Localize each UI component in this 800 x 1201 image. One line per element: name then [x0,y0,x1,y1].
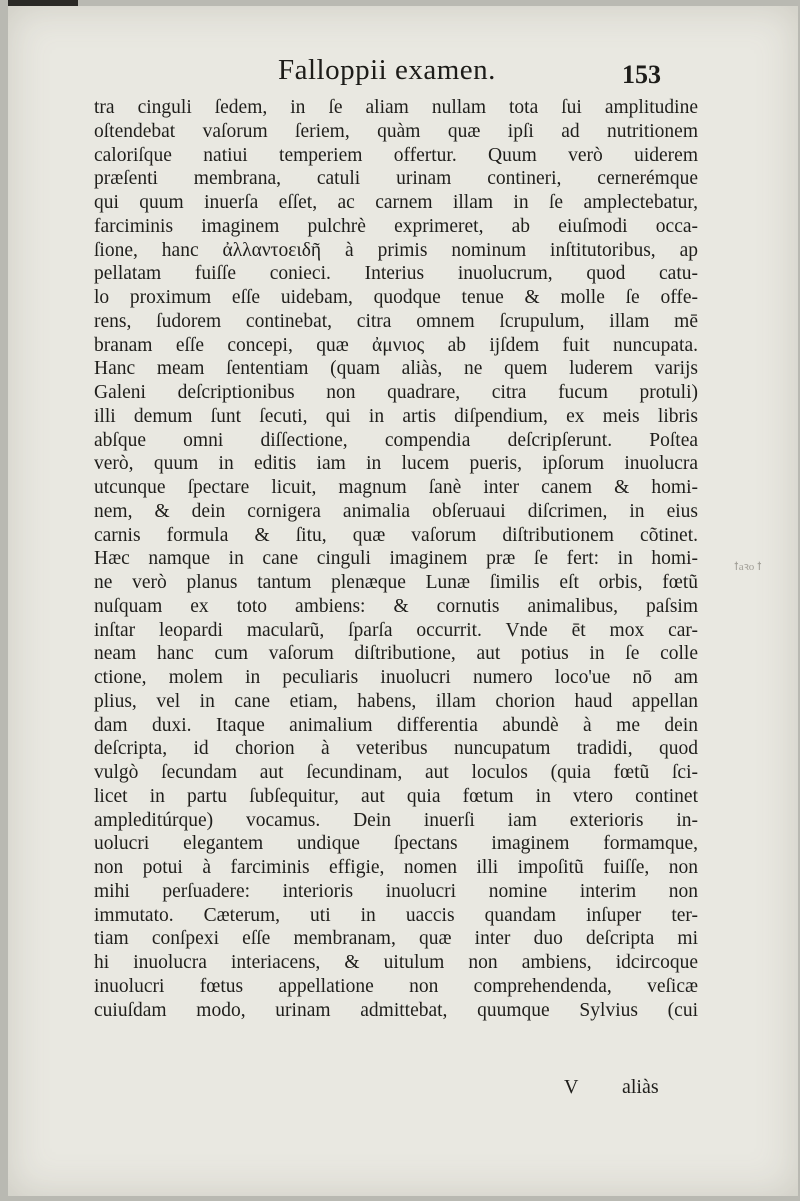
text-line: vulgò ſecundam aut ſecundinam, aut loculos (quia fœtũ ſci- [94,762,698,783]
page-footer [8,1076,798,1106]
running-header [8,50,798,90]
text-line: Hanc meam ſententiam (quam aliàs, ne quem luderem varijs [94,358,698,380]
text-line: farciminis imaginem pulchrè exprimeret, ab eiuſmodi occa- [94,215,698,237]
text-line: rens, ſudorem continebat, citra omnem ſcrupulum, illam mē [94,310,698,332]
book-page [8,6,798,1196]
text-line: oſtendebat vaſorum ſeriem, quàm quæ ipſi ad nutritionem [94,120,698,142]
text-line: carnis formula & ſitu, quæ vaſorum diſtributionem cõtinet. [94,524,698,546]
text-line: tra cinguli ſedem, in ſe aliam nullam tota ſui amplitudine [94,97,698,118]
text-line: inuolucri fœtus appellatione non comprehendenda, veſicæ [94,975,698,997]
text-line: pellatam fuiſſe conieci. Interius inuolucrum, quod catu- [94,263,698,285]
text-line: ctione, molem in peculiaris inuolucri numero loco'ue nō am [94,667,698,688]
text-line: Galeni deſcriptionibus non quadrare, citra fucum protuli) [94,382,698,403]
text-line: uolucri elegantem undique ſpectans imaginem formamque, [94,833,698,855]
show-through-text: ꝉaꝛo ꝉ [734,561,762,573]
text-line: hi inuolucra interiacens, & uitulum non ambiens, idcircoque [94,952,698,973]
text-line: inſtar leopardi macularũ, ſparſa occurrit. Vnde ēt mox car- [94,619,698,641]
text-line: tiam conſpexi eſſe membranam, quæ inter duo deſcripta mi [94,928,698,950]
text-line: verò, quum in editis iam in lucem pueris, ipſorum inuolucra [94,453,698,475]
text-line: plius, vel in cane etiam, habens, illam chorion haud appellan [94,690,698,712]
text-line: caloriſque natiui temperiem offertur. Quum verò uiderem [94,144,698,166]
text-line: utcunque ſpectare licuit, magnum ſanè inter canem & homi- [94,477,698,498]
text-line: cuiuſdam modo, urinam admittebat, quumque Sylvius (cui [94,999,698,1021]
text-line: dam duxi. Itaque animalium differentia abundè à me dein [94,714,698,736]
text-line: lo proximum eſſe uidebam, quodque tenue & molle ſe offe- [94,287,698,308]
text-line: mihi perſuadere: interioris inuolucri nomine interim non [94,880,698,902]
text-line: neam hanc cum vaſorum diſtributione, aut potius in ſe colle [94,643,698,665]
text-line: ampleditúrque) vocamus. Dein inuerſi iam exterioris in- [94,809,698,831]
text-line: abſque omni diſſectione, compendia deſcripſerunt. Poſtea [94,429,698,451]
text-line: immutato. Cæterum, uti in uaccis quandam inſuper ter- [94,904,698,926]
text-line: nem, & dein cornigera animalia obſeruaui diſcrimen, in eius [94,500,698,522]
text-line: præſenti membrana, catuli urinam contineri, cernerémque [94,168,698,190]
text-line: ſione, hanc ἀλλαντοειδῆ à primis nominum inſtitutoribus, ap [94,239,698,261]
text-line: qui quum inuerſa eſſet, ac carnem illam in ſe amplectebatur, [94,192,698,213]
text-line: non potui à farciminis effigie, nomen illi impoſitũ fuiſſe, non [94,857,698,878]
page-number: 153 [622,60,661,89]
catchword: aliàs [622,1076,659,1098]
text-line: Hæc namque in cane cinguli imaginem præ ſe fert: in homi- [94,548,698,570]
text-line: ne verò planus tantum plenæque Lunæ ſimilis eſt orbis, fœtũ [94,572,698,593]
text-line: illi demum ſunt ſecuti, qui in artis diſpendium, ex meis libris [94,405,698,427]
signature-mark: V [564,1076,579,1098]
text-line: nuſquam ex toto ambiens: & cornutis animalibus, paſsim [94,595,698,617]
body-text [94,96,698,1022]
text-line: licet in partu ſubſequitur, aut quia fœtum in vtero continet [94,785,698,807]
text-line: deſcripta, id chorion à veteribus nuncupatum tradidi, quod [94,738,698,760]
text-line: branam eſſe concepi, quæ ἀμνιος ab ijſdem fuit nuncupata. [94,334,698,356]
running-title: Falloppii examen. [278,54,496,86]
